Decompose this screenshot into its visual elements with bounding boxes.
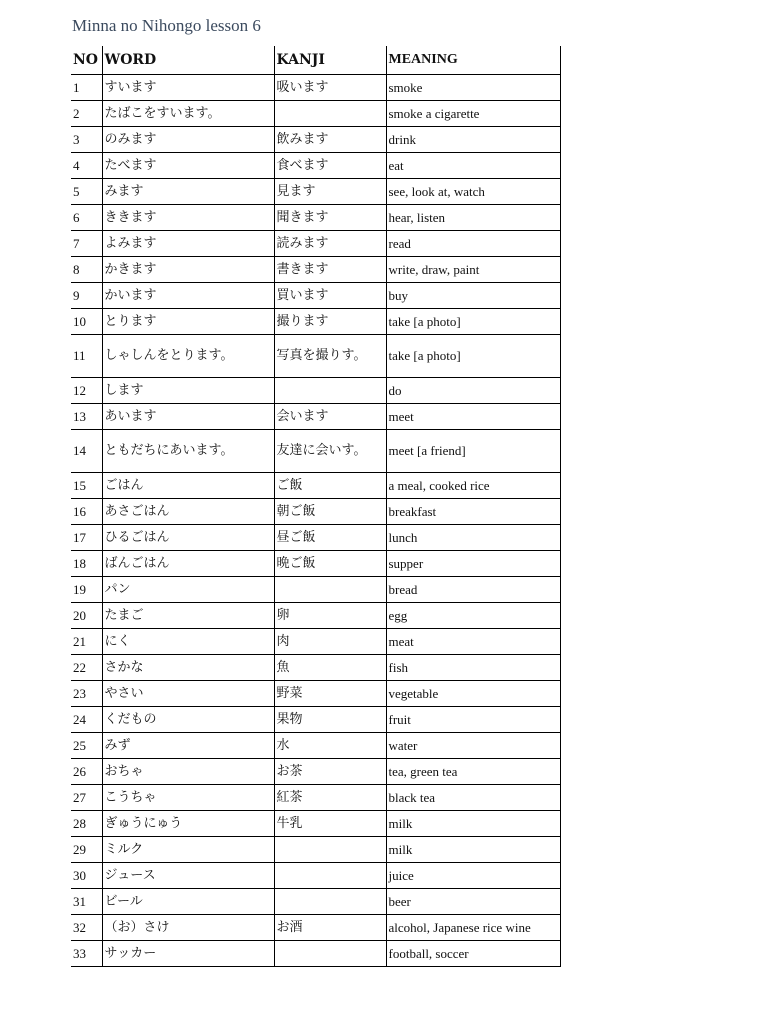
row-meaning: meet [a friend] xyxy=(386,430,560,473)
row-word: のみます xyxy=(102,127,274,153)
row-kanji: 食べます xyxy=(274,153,386,179)
row-word: パン xyxy=(102,577,274,603)
row-kanji: 肉 xyxy=(274,629,386,655)
row-word: みず xyxy=(102,733,274,759)
row-number: 9 xyxy=(71,283,102,309)
row-kanji xyxy=(274,941,386,967)
row-meaning: read xyxy=(386,231,560,257)
row-number: 27 xyxy=(71,785,102,811)
row-word: すいます xyxy=(102,75,274,101)
row-word: おちゃ xyxy=(102,759,274,785)
row-meaning: juice xyxy=(386,863,560,889)
table-row xyxy=(71,127,560,153)
table-row xyxy=(71,257,560,283)
row-number: 6 xyxy=(71,205,102,231)
row-meaning: milk xyxy=(386,837,560,863)
row-word: かいます xyxy=(102,283,274,309)
table-row xyxy=(71,551,560,577)
row-number: 14 xyxy=(71,430,102,473)
table-row xyxy=(71,681,560,707)
row-kanji: 友達に会いす。 xyxy=(274,430,386,473)
table-row xyxy=(71,629,560,655)
row-meaning: fish xyxy=(386,655,560,681)
row-word: たまご xyxy=(102,603,274,629)
row-kanji: ご飯 xyxy=(274,473,386,499)
table-row xyxy=(71,915,560,941)
row-meaning: take [a photo] xyxy=(386,335,560,378)
row-word: とります xyxy=(102,309,274,335)
table-header-row xyxy=(71,46,560,75)
table-row xyxy=(71,837,560,863)
row-number: 26 xyxy=(71,759,102,785)
row-word: ばんごはん xyxy=(102,551,274,577)
row-number: 13 xyxy=(71,404,102,430)
row-number: 17 xyxy=(71,525,102,551)
table-row xyxy=(71,733,560,759)
table-row xyxy=(71,759,560,785)
row-meaning: a meal, cooked rice xyxy=(386,473,560,499)
row-word: こうちゃ xyxy=(102,785,274,811)
row-meaning: tea, green tea xyxy=(386,759,560,785)
row-meaning: bread xyxy=(386,577,560,603)
row-word: ミルク xyxy=(102,837,274,863)
row-kanji: 紅茶 xyxy=(274,785,386,811)
table-row xyxy=(71,153,560,179)
table-row xyxy=(71,941,560,967)
table-row xyxy=(71,335,560,378)
row-kanji xyxy=(274,863,386,889)
row-kanji xyxy=(274,577,386,603)
table-row xyxy=(71,404,560,430)
row-kanji: 吸います xyxy=(274,75,386,101)
table-row xyxy=(71,378,560,404)
row-meaning: breakfast xyxy=(386,499,560,525)
vocabulary-table xyxy=(71,46,561,967)
row-number: 30 xyxy=(71,863,102,889)
row-meaning: hear, listen xyxy=(386,205,560,231)
row-word: ききます xyxy=(102,205,274,231)
row-number: 4 xyxy=(71,153,102,179)
header-meaning: MEANING xyxy=(386,46,560,75)
table-row xyxy=(71,231,560,257)
table-row xyxy=(71,785,560,811)
row-number: 31 xyxy=(71,889,102,915)
table-row xyxy=(71,889,560,915)
row-word: かきます xyxy=(102,257,274,283)
row-number: 15 xyxy=(71,473,102,499)
row-meaning: egg xyxy=(386,603,560,629)
row-number: 1 xyxy=(71,75,102,101)
row-meaning: buy xyxy=(386,283,560,309)
row-kanji: お酒 xyxy=(274,915,386,941)
row-meaning: drink xyxy=(386,127,560,153)
row-kanji xyxy=(274,889,386,915)
row-word: ごはん xyxy=(102,473,274,499)
table-row xyxy=(71,499,560,525)
row-word: あいます xyxy=(102,404,274,430)
row-number: 20 xyxy=(71,603,102,629)
row-kanji: 果物 xyxy=(274,707,386,733)
row-word: たばこをすいます。 xyxy=(102,101,274,127)
row-meaning: beer xyxy=(386,889,560,915)
row-meaning: take [a photo] xyxy=(386,309,560,335)
header-word: WORD xyxy=(102,46,274,75)
row-kanji: 晩ご飯 xyxy=(274,551,386,577)
row-meaning: fruit xyxy=(386,707,560,733)
row-meaning: meet xyxy=(386,404,560,430)
table-row xyxy=(71,205,560,231)
row-word: よみます xyxy=(102,231,274,257)
row-meaning: smoke xyxy=(386,75,560,101)
row-number: 23 xyxy=(71,681,102,707)
row-word: あさごはん xyxy=(102,499,274,525)
row-number: 32 xyxy=(71,915,102,941)
row-number: 12 xyxy=(71,378,102,404)
row-word: サッカー xyxy=(102,941,274,967)
row-number: 8 xyxy=(71,257,102,283)
row-kanji: 買います xyxy=(274,283,386,309)
table-row xyxy=(71,525,560,551)
row-kanji: 会います xyxy=(274,404,386,430)
table-row xyxy=(71,707,560,733)
row-word: ひるごはん xyxy=(102,525,274,551)
row-kanji xyxy=(274,101,386,127)
row-kanji: 撮ります xyxy=(274,309,386,335)
row-kanji: 見ます xyxy=(274,179,386,205)
row-word: みます xyxy=(102,179,274,205)
row-kanji: 写真を撮りす。 xyxy=(274,335,386,378)
row-kanji: 聞きます xyxy=(274,205,386,231)
row-kanji: 読みます xyxy=(274,231,386,257)
row-meaning: eat xyxy=(386,153,560,179)
row-kanji: 卵 xyxy=(274,603,386,629)
row-kanji xyxy=(274,837,386,863)
row-number: 5 xyxy=(71,179,102,205)
table-row xyxy=(71,309,560,335)
row-number: 3 xyxy=(71,127,102,153)
page-title: Minna no Nihongo lesson 6 xyxy=(72,16,261,35)
table-row xyxy=(71,603,560,629)
row-word: ジュース xyxy=(102,863,274,889)
row-number: 33 xyxy=(71,941,102,967)
row-kanji: 飲みます xyxy=(274,127,386,153)
row-meaning: black tea xyxy=(386,785,560,811)
row-word: します xyxy=(102,378,274,404)
table-row xyxy=(71,75,560,101)
table-row xyxy=(71,179,560,205)
row-kanji: 書きます xyxy=(274,257,386,283)
row-number: 25 xyxy=(71,733,102,759)
row-kanji: 魚 xyxy=(274,655,386,681)
row-word: ぎゅうにゅう xyxy=(102,811,274,837)
row-kanji: 昼ご飯 xyxy=(274,525,386,551)
header-kanji: KANJI xyxy=(274,46,386,75)
table-row xyxy=(71,101,560,127)
table-row xyxy=(71,577,560,603)
table-row xyxy=(71,811,560,837)
row-word: しゃしんをとります。 xyxy=(102,335,274,378)
row-number: 10 xyxy=(71,309,102,335)
row-meaning: supper xyxy=(386,551,560,577)
row-kanji: お茶 xyxy=(274,759,386,785)
row-number: 18 xyxy=(71,551,102,577)
row-word: にく xyxy=(102,629,274,655)
row-word: ビール xyxy=(102,889,274,915)
row-meaning: vegetable xyxy=(386,681,560,707)
row-meaning: meat xyxy=(386,629,560,655)
row-meaning: do xyxy=(386,378,560,404)
row-number: 11 xyxy=(71,335,102,378)
row-number: 16 xyxy=(71,499,102,525)
row-meaning: see, look at, watch xyxy=(386,179,560,205)
row-kanji xyxy=(274,378,386,404)
row-word: やさい xyxy=(102,681,274,707)
row-kanji: 野菜 xyxy=(274,681,386,707)
row-meaning: alcohol, Japanese rice wine xyxy=(386,915,560,941)
row-meaning: water xyxy=(386,733,560,759)
row-word: さかな xyxy=(102,655,274,681)
row-number: 19 xyxy=(71,577,102,603)
row-number: 24 xyxy=(71,707,102,733)
row-word: ともだちにあいます。 xyxy=(102,430,274,473)
row-kanji: 水 xyxy=(274,733,386,759)
table-row xyxy=(71,473,560,499)
row-meaning: lunch xyxy=(386,525,560,551)
row-word: たべます xyxy=(102,153,274,179)
header-no: NO xyxy=(71,46,102,75)
row-word: （お）さけ xyxy=(102,915,274,941)
row-number: 2 xyxy=(71,101,102,127)
row-number: 21 xyxy=(71,629,102,655)
row-kanji: 牛乳 xyxy=(274,811,386,837)
row-number: 29 xyxy=(71,837,102,863)
table-row xyxy=(71,655,560,681)
table-row xyxy=(71,863,560,889)
row-kanji: 朝ご飯 xyxy=(274,499,386,525)
table-row xyxy=(71,283,560,309)
table-body xyxy=(71,75,560,967)
row-meaning: football, soccer xyxy=(386,941,560,967)
row-word: くだもの xyxy=(102,707,274,733)
table-row xyxy=(71,430,560,473)
row-meaning: milk xyxy=(386,811,560,837)
row-number: 28 xyxy=(71,811,102,837)
row-meaning: smoke a cigarette xyxy=(386,101,560,127)
row-meaning: write, draw, paint xyxy=(386,257,560,283)
row-number: 22 xyxy=(71,655,102,681)
row-number: 7 xyxy=(71,231,102,257)
